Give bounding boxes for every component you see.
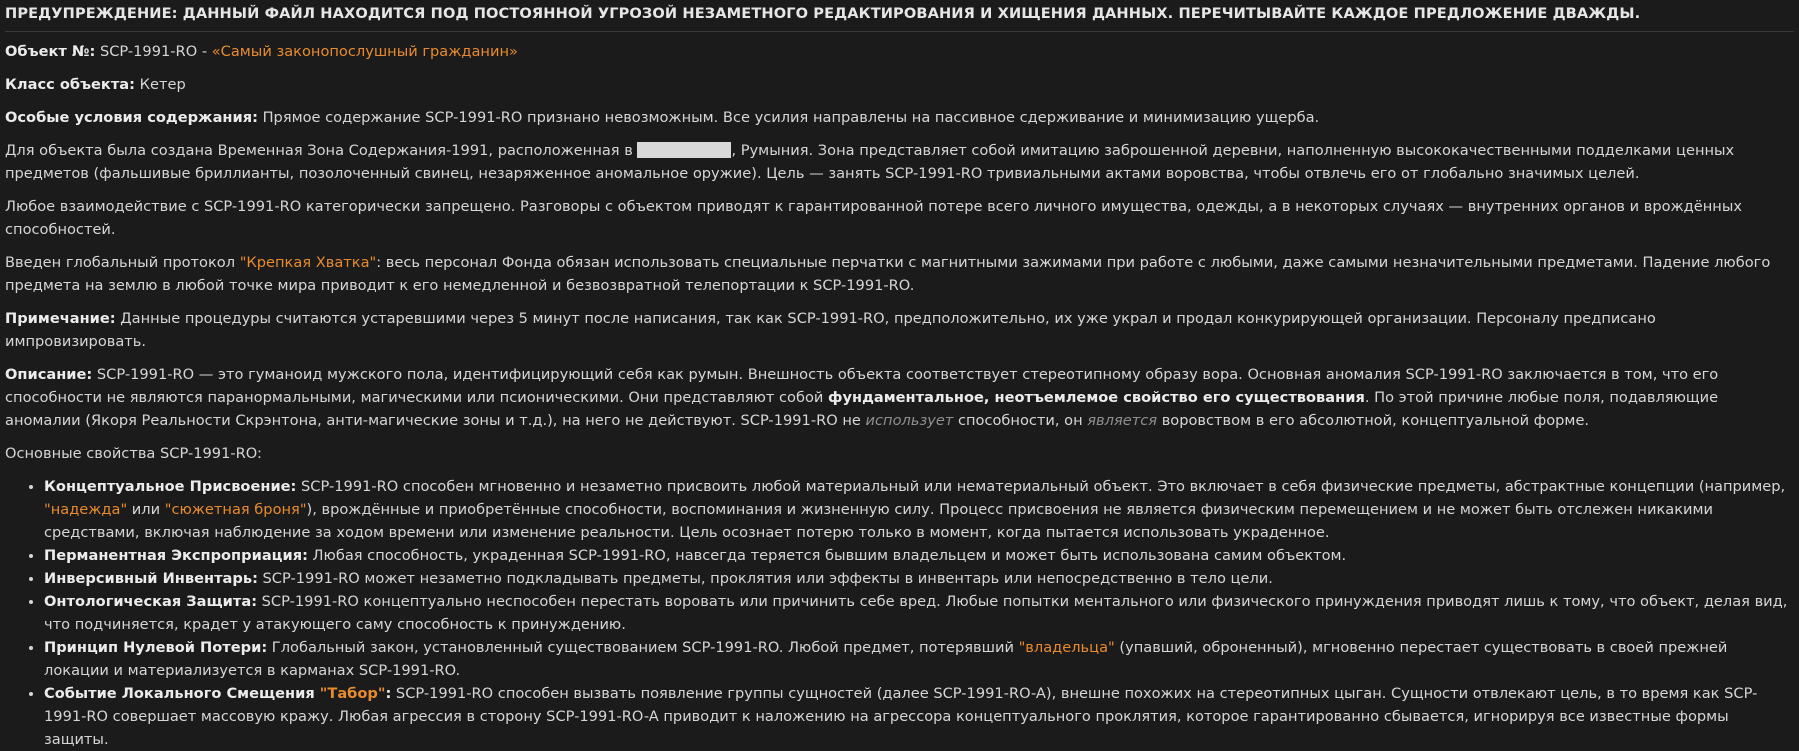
property-text: SCP-1991-RO может незаметно подкладывать предметы, проклятия или эффекты в инвентарь или непосредственно в тело цели. [257,570,1273,587]
description-part1: SCP-1991-RO — это гуманоид мужского пола, идентифицирующий себя как румын. Внешность объекта соответствует стереотипному образу вора. Основная аномалия SCP-1991-RO заключается в том, что его способности не являются паранормальными, магическими или псионическими. Они представляют собой [5,366,1719,406]
property-text: (упавший, оброненный), мгновенно перестает существовать в своей прежней локации и материализуется в карманах SCP-1991-RO. [44,639,1728,679]
quote-link-plot-armor[interactable]: "сюжетная броня" [164,501,307,518]
class-line [5,73,1794,96]
property-label: Принцип Нулевой Потери: [44,639,268,656]
redacted-block [637,142,731,158]
protocol-before: Введен глобальный протокол [5,254,240,271]
property-text: ), врождённые и приобретённые способности, воспоминания и жизненную силу. Процесс присвоения не является физическим перемещением и не может быть отслежен никакими средствами, включая наблюдение за ходом времени или изменение реальности. Цель осознает потерю только в момент, когда пытается использовать украденное. [44,501,1713,541]
description-part4: воровством в его абсолютной, концептуальной форме. [1157,412,1590,429]
list-item [44,544,1794,567]
warning-banner: ПРЕДУПРЕЖДЕНИЕ: ДАННЫЙ ФАЙЛ НАХОДИТСЯ ПОД ПОСТОЯННОЙ УГРОЗОЙ НЕЗАМЕТНОГО РЕДАКТИРОВАНИЯ И ХИЩЕНИЯ ДАННЫХ. ПЕРЕЧИТЫВАЙТЕ КАЖДОЕ ПРЕДЛОЖЕНИЕ ДВАЖДЫ. [5,0,1794,32]
property-label: Концептуальное Присвоение: [44,478,297,495]
description-bold: фундаментальное, неотъемлемое свойство его существования [828,389,1365,406]
containment-line [5,106,1794,129]
property-text: SCP-1991-RO способен вызвать появление группы сущностей (далее SCP-1991-RO-A), внешне похожих на стереотипных цыган. Сущности отвлекают цель, в то время как SCP-1991-RO совершает массовую кражу. Любая агрессия в сторону SCP-1991-RO-A приводит к наложению на агрессора концептуального проклятия, которое гарантированно сбывается, игнорируя все известные формы защиты. [44,685,1758,748]
list-item [44,567,1794,590]
note-text: Данные процедуры считаются устаревшими через 5 минут после написания, так как SCP-1991-RO, предположительно, их уже украл и продал конкурирующей организации. Персоналу предписано импровизировать. [5,310,1656,350]
class-label: Класс объекта: [5,76,135,93]
containment-text: Прямое содержание SCP-1991-RO признано невозможным. Все усилия направлены на пассивное сдерживание и минимизацию ущерба. [262,109,1320,126]
description-em1: использует [865,412,954,429]
zone-text-after: , Румыния. Зона представляет собой имитацию заброшенной деревни, наполненную высококачественными подделками ценных предметов (фальшивые бриллианты, позолоченный свинец, незаряженное аномальное оружие). Цель — занять SCP-1991-RO тривиальными актами воровства, чтобы отвлечь его от глобально значимых целей. [5,142,1735,182]
property-label: Перманентная Экспроприация: [44,547,308,564]
description-part3: способности, он [953,412,1088,429]
object-label: Объект №: [5,43,96,60]
quote-link-owner[interactable]: "владельца" [1018,639,1115,656]
containment-label: Особые условия содержания: [5,109,258,126]
zone-text-before: Для объекта была создана Временная Зона Содержания-1991, расположенная в [5,142,638,159]
description-em2: является [1087,412,1158,429]
property-label [44,685,391,702]
object-number: SCP-1991-RO - [99,43,212,60]
interaction-paragraph: Любое взаимодействие с SCP-1991-RO категорически запрещено. Разговоры с объектом приводят к гарантированной потере всего личного имущества, одежды, а в некоторых случаях — внутренних органов и врождённых способностей. [5,198,1742,238]
properties-intro: Основные свойства SCP-1991-RO: [5,445,262,462]
list-item [44,682,1794,751]
protocol-paragraph [5,251,1794,297]
property-text: SCP-1991-RO концептуально неспособен перестать воровать или причинить себе вред. Любые попытки ментального или физического принуждения приводят лишь к тому, что объект, делая вид, что подчиняется, крадет у атакующего саму способность к принуждению. [44,593,1788,633]
property-label-colon: : [385,685,392,702]
property-text: Глобальный закон, установленный существованием SCP-1991-RO. Любой предмет, потерявший [267,639,1019,656]
object-title-link[interactable]: «Самый законопослушный гражданин» [211,43,518,60]
property-text: или [127,501,165,518]
properties-list [5,475,1794,751]
protocol-name-link[interactable]: "Крепкая Хватка" [239,254,377,271]
note-label: Примечание: [5,310,116,327]
list-item [44,590,1794,636]
description-part2: . По этой причине любые поля, подавляющие аномалии (Якоря Реальности Скрэнтона, анти-магические зоны и т.д.), на него не действуют. SCP-1991-RO не [5,389,1719,429]
property-label: Инверсивный Инвентарь: [44,570,258,587]
object-line [5,40,1794,63]
protocol-after: : весь персонал Фонда обязан использовать специальные перчатки с магнитными зажимами при работе с любыми, даже самыми незначительными предметами. Падение любого предмета на землю в любой точке мира приводит к его немедленной и безвозвратной телепортации к SCP-1991-RO. [5,254,1771,294]
list-item [44,475,1794,544]
description-paragraph [5,363,1794,432]
quote-link-tabor[interactable]: "Табор" [319,685,386,702]
quote-link-hope[interactable]: "надежда" [44,501,128,518]
property-label: Онтологическая Защита: [44,593,258,610]
list-item [44,636,1794,682]
class-value: Кетер [139,76,186,93]
property-text: SCP-1991-RO способен мгновенно и незаметно присвоить любой материальный или нематериальный объект. Это включает в себя физические предметы, абстрактные концепции (например, [296,478,1786,495]
zone-paragraph [5,139,1794,185]
description-label: Описание: [5,366,93,383]
property-text: Любая способность, украденная SCP-1991-RO, навсегда теряется бывшим владельцем и может быть использована самим объектом. [307,547,1347,564]
property-label-text: Событие Локального Смещения [44,685,320,702]
note-paragraph [5,307,1794,353]
